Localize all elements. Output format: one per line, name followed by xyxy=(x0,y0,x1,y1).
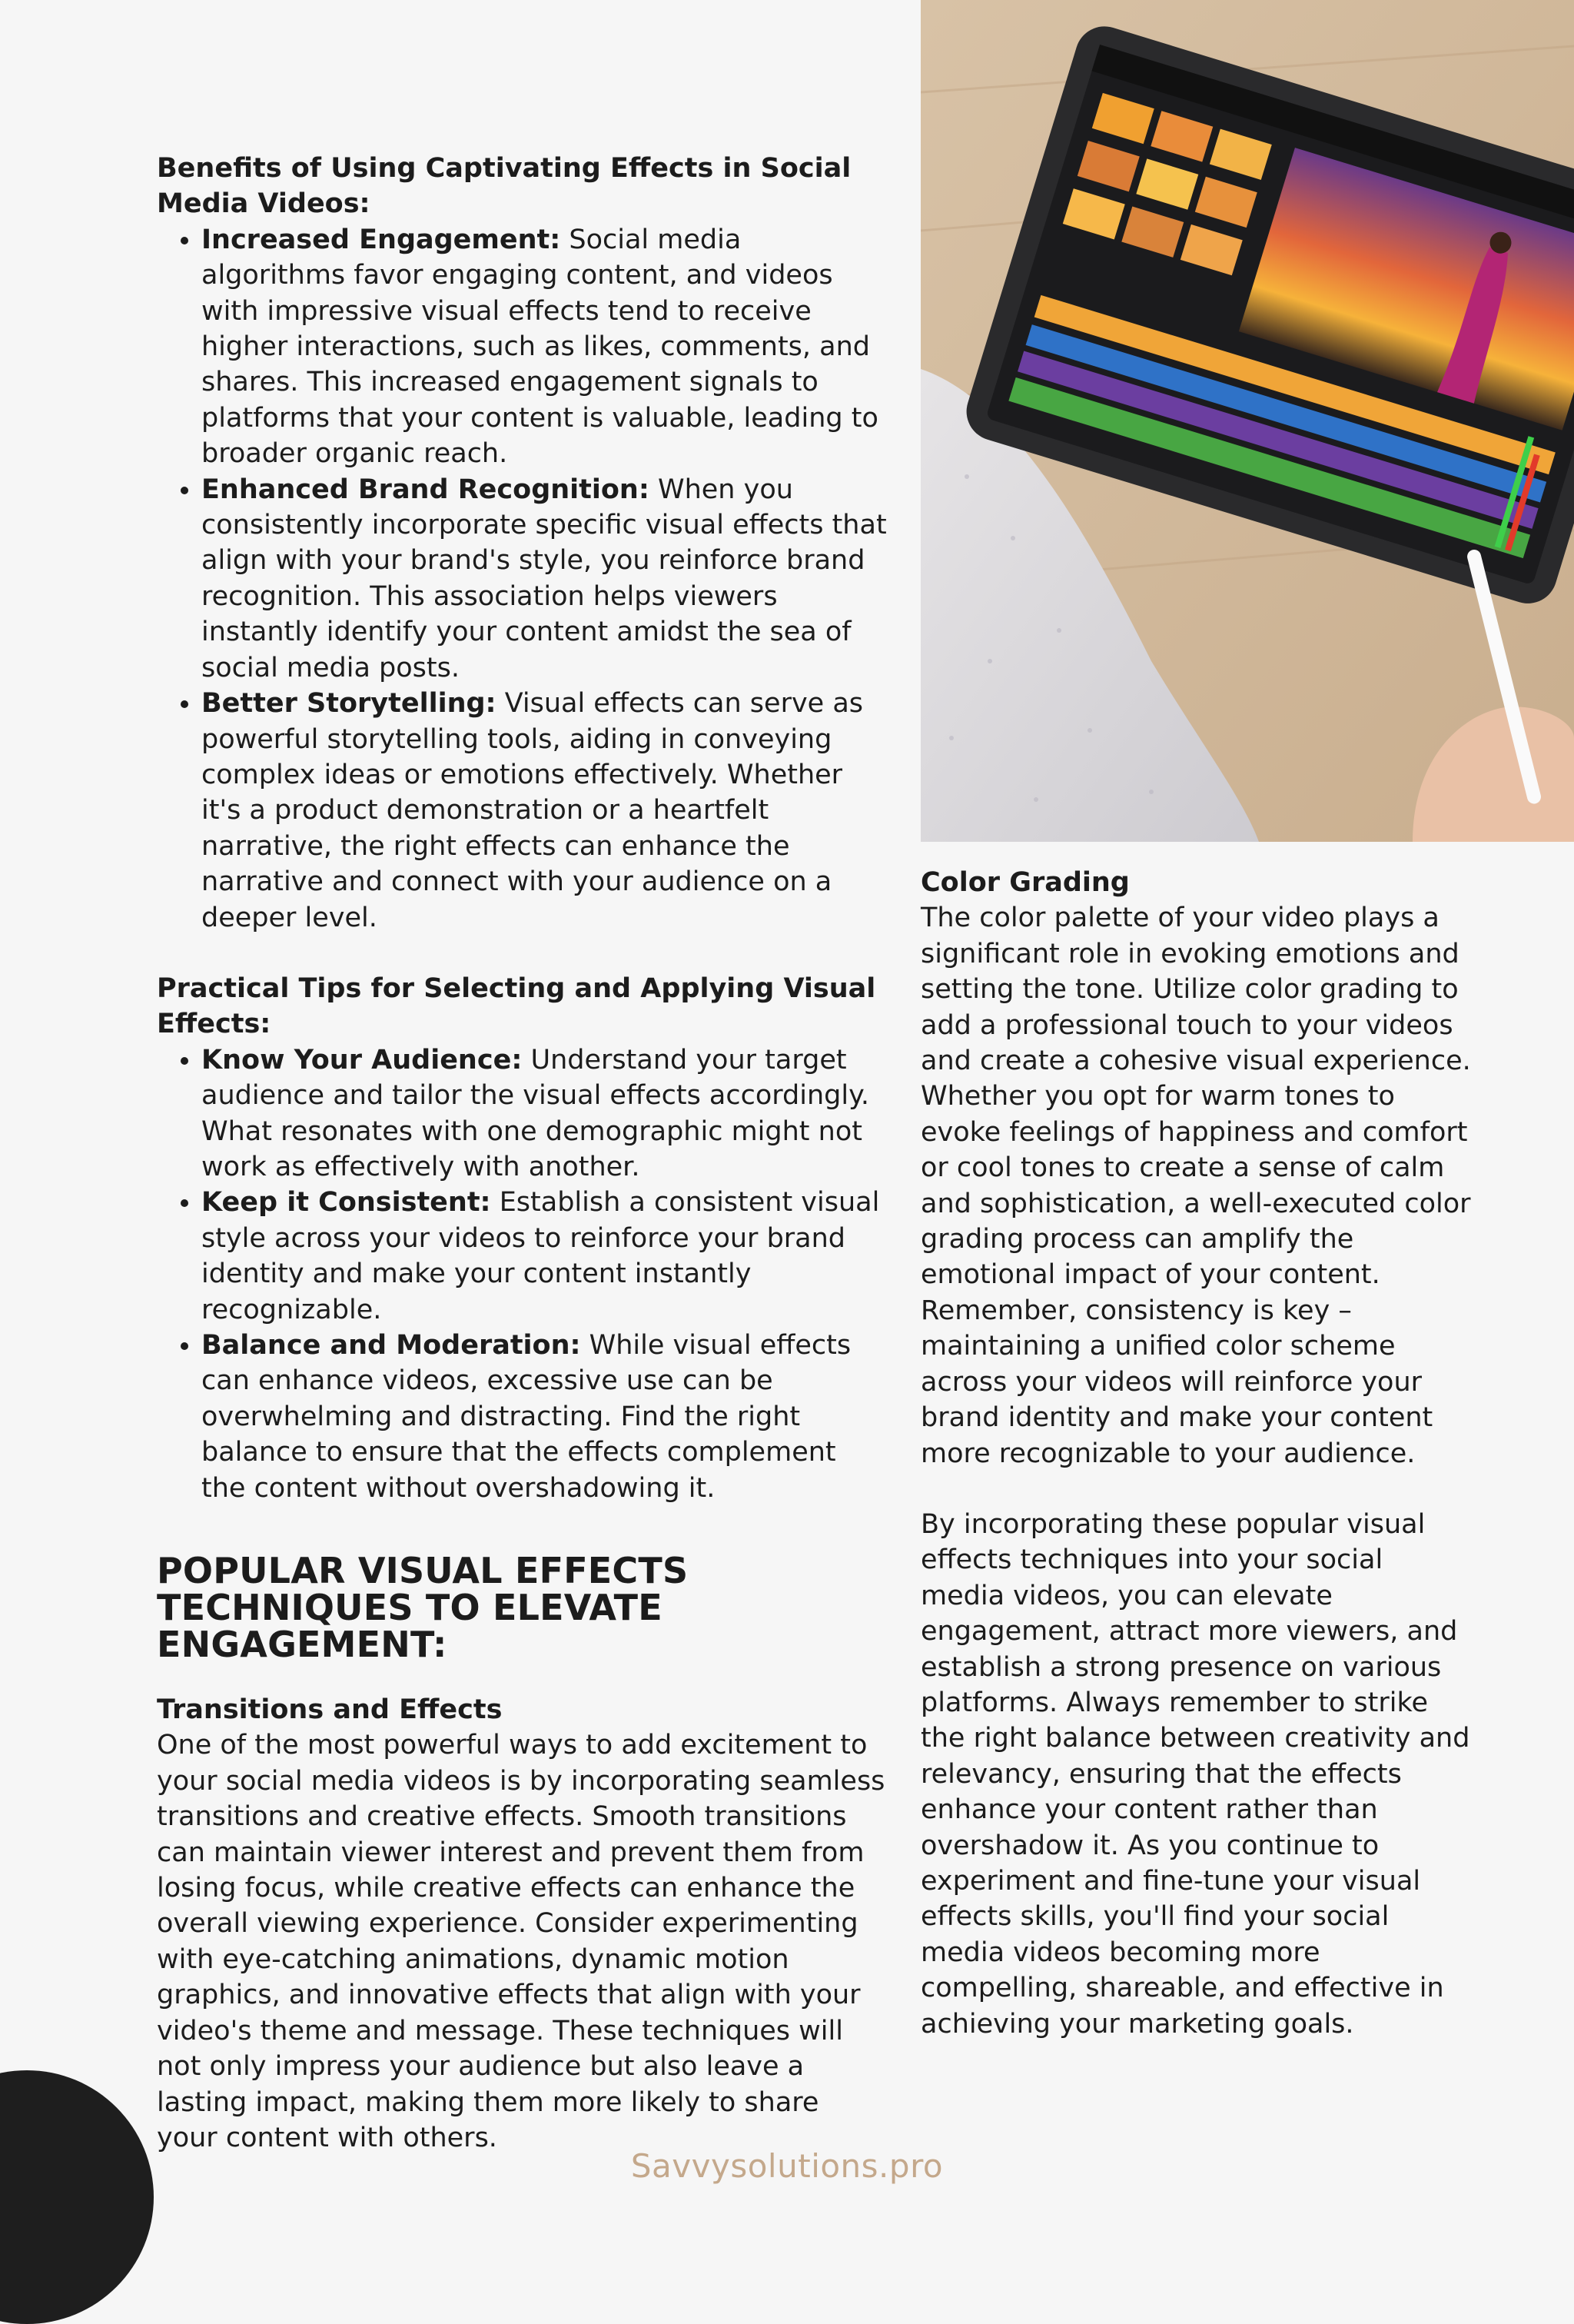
list-item-term: Keep it Consistent: xyxy=(201,1187,491,1219)
color-grading-heading: Color Grading xyxy=(921,867,1130,898)
list-item xyxy=(201,686,887,936)
section-heading-line: ENGAGEMENT: xyxy=(157,1624,447,1666)
tips-heading: Practical Tips for Selecting and Applying Visual Effects: xyxy=(157,972,876,1040)
list-item-text: Establish a consistent visual style across your videos to reinforce your brand identity and make your content instantly recognizable. xyxy=(201,1187,880,1325)
list-item-text: Understand your target audience and tailor the visual effects accordingly. What resonates with one demographic might not work as effectively with another. xyxy=(201,1044,869,1182)
corner-decoration xyxy=(0,2070,154,2324)
footer-site-name: Savvysolutions.pro xyxy=(630,2147,944,2185)
list-item-term: Better Storytelling: xyxy=(201,688,496,720)
list-item-term: Balance and Moderation: xyxy=(201,1330,581,1361)
list-item xyxy=(201,1042,887,1185)
list-item-text: While visual effects can enhance videos, excessive use can be overwhelming and distracting. Find the right balance to ensure that the effects complement the content without overshadowing it. xyxy=(201,1330,852,1504)
list-item xyxy=(201,1328,887,1506)
section-heading-line: TECHNIQUES TO ELEVATE xyxy=(157,1587,662,1629)
benefits-heading: Benefits of Using Captivating Effects in Social Media Videos: xyxy=(157,153,852,220)
list-item-term: Increased Engagement: xyxy=(201,224,561,255)
list-item-text: Social media algorithms favor engaging content, and videos with impressive visual effects tend to receive higher interactions, such as likes, comments, and shares. This increased engagement signals to platforms that your content is valuable, leading to broader organic reach. xyxy=(201,224,878,470)
list-item xyxy=(201,472,887,686)
closing-paragraph: By incorporating these popular visual effects techniques into your social media videos, you can elevate engagement, attract more viewers, and establish a strong presence on various platforms. Always remember to strike the right balance between creativity and relevancy, ensuring that the effects enhance your content rather than overshadow it. As you continue to experiment and fine-tune your visual effects skills, you'll find your social media videos becoming more compelling, shareable, and effective in achieving your marketing goals. xyxy=(921,1508,1470,2040)
section-heading-line: POPULAR VISUAL EFFECTS xyxy=(157,1550,689,1592)
tablet-editing-photo xyxy=(921,0,1574,842)
benefits-list xyxy=(157,222,887,936)
color-grading-body: The color palette of your video plays a significant role in evoking emotions and setting the tone. Utilize color grading to add a professional touch to your videos and create a cohesive visual experience. Whether you opt for warm tones to evoke feelings of happiness and comfort or cool tones to create a sense of calm and sophistication, a well-executed color grading process can amplify the emotional impact of your content. Remember, consistency is key – maintaining a unified color scheme across your videos will reinforce your brand identity and make your content more recognizable to your audience. xyxy=(921,903,1471,1469)
transitions-body: One of the most powerful ways to add excitement to your social media videos is by incorporating seamless transitions and creative effects. Smooth transitions can maintain viewer interest and prevent them from losing focus, while creative effects can enhance the overall viewing experience. Consider experimenting with eye-catching animations, dynamic motion graphics, and innovative effects that align with your video's theme and message. These techniques will not only impress your audience but also leave a lasting impact, making them more likely to share your content with others. xyxy=(157,1730,885,2153)
list-item-text: Visual effects can serve as powerful storytelling tools, aiding in conveying complex ideas or emotions effectively. Whether it's a product demonstration or a heartfelt narrative, the right effects can enhance the narrative and connect with your audience on a deeper level. xyxy=(201,688,864,933)
list-item xyxy=(201,222,887,472)
list-item xyxy=(201,1185,887,1328)
section-heading xyxy=(157,1550,887,1666)
list-item-term: Know Your Audience: xyxy=(201,1044,523,1076)
list-item-term: Enhanced Brand Recognition: xyxy=(201,474,649,505)
right-column xyxy=(921,865,1474,2042)
left-column xyxy=(157,151,887,2156)
list-item-text: When you consistently incorporate specific visual effects that align with your brand's style, you reinforce brand recognition. This association helps viewers instantly identify your content amidst the sea of social media posts. xyxy=(201,474,887,683)
tips-list xyxy=(157,1042,887,1506)
transitions-heading: Transitions and Effects xyxy=(157,1694,503,1726)
